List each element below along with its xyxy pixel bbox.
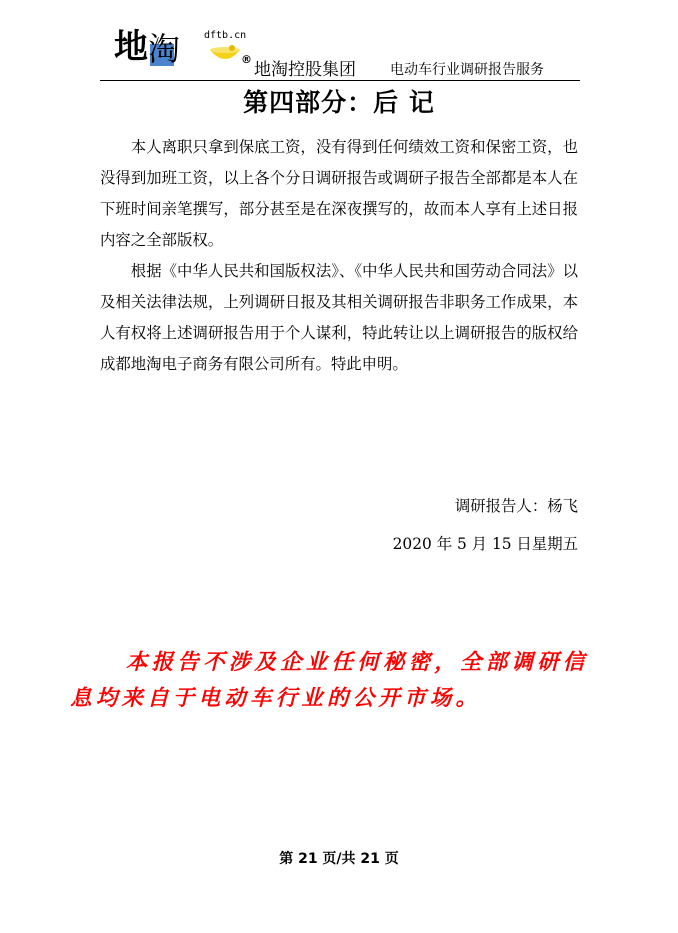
notice-text: 本报告不涉及企业任何秘密，全部调研信息均来自于电动车行业的公开市场。	[70, 650, 589, 711]
company-service: 电动车行业调研报告服务	[390, 62, 544, 78]
red-notice	[70, 645, 590, 717]
body-paragraph-2: 根据《中华人民共和国版权法》、《中华人民共和国劳动合同法》以及相关法律法规，上列调研日报及其相关调研报告非职务工作成果，本人有权将上述调研报告用于个人谋利，特此转让以上调研报告的版权给成都地淘电子商务有限公司所有。特此申明。	[100, 262, 578, 373]
header-divider	[100, 80, 580, 81]
registered-mark: ®	[241, 53, 252, 66]
svg-text:淘: 淘	[148, 30, 181, 68]
svg-text:地: 地	[114, 27, 148, 67]
section-title: 第四部分：后 记	[243, 88, 435, 117]
body-text	[100, 132, 578, 380]
page-header	[100, 22, 580, 82]
page-number: 第 21 页/共 21 页	[279, 851, 399, 867]
report-date: 2020 年 5 月 15 日星期五	[392, 535, 578, 553]
reporter-signature: 调研报告人：杨飞	[454, 497, 578, 515]
logo-url: dftb.cn	[204, 30, 247, 41]
body-paragraph-1: 本人离职只拿到保底工资，没有得到任何绩效工资和保密工资，也没得到加班工资，以上各个分日调研报告或调研子报告全部都是本人在下班时间亲笔撰写，部分甚至是在深夜撰写的，故而本人享有上述日报内容之全部版权。	[100, 138, 578, 249]
company-name: 地淘控股集团	[254, 60, 356, 80]
logo-bowl-icon	[208, 44, 242, 66]
